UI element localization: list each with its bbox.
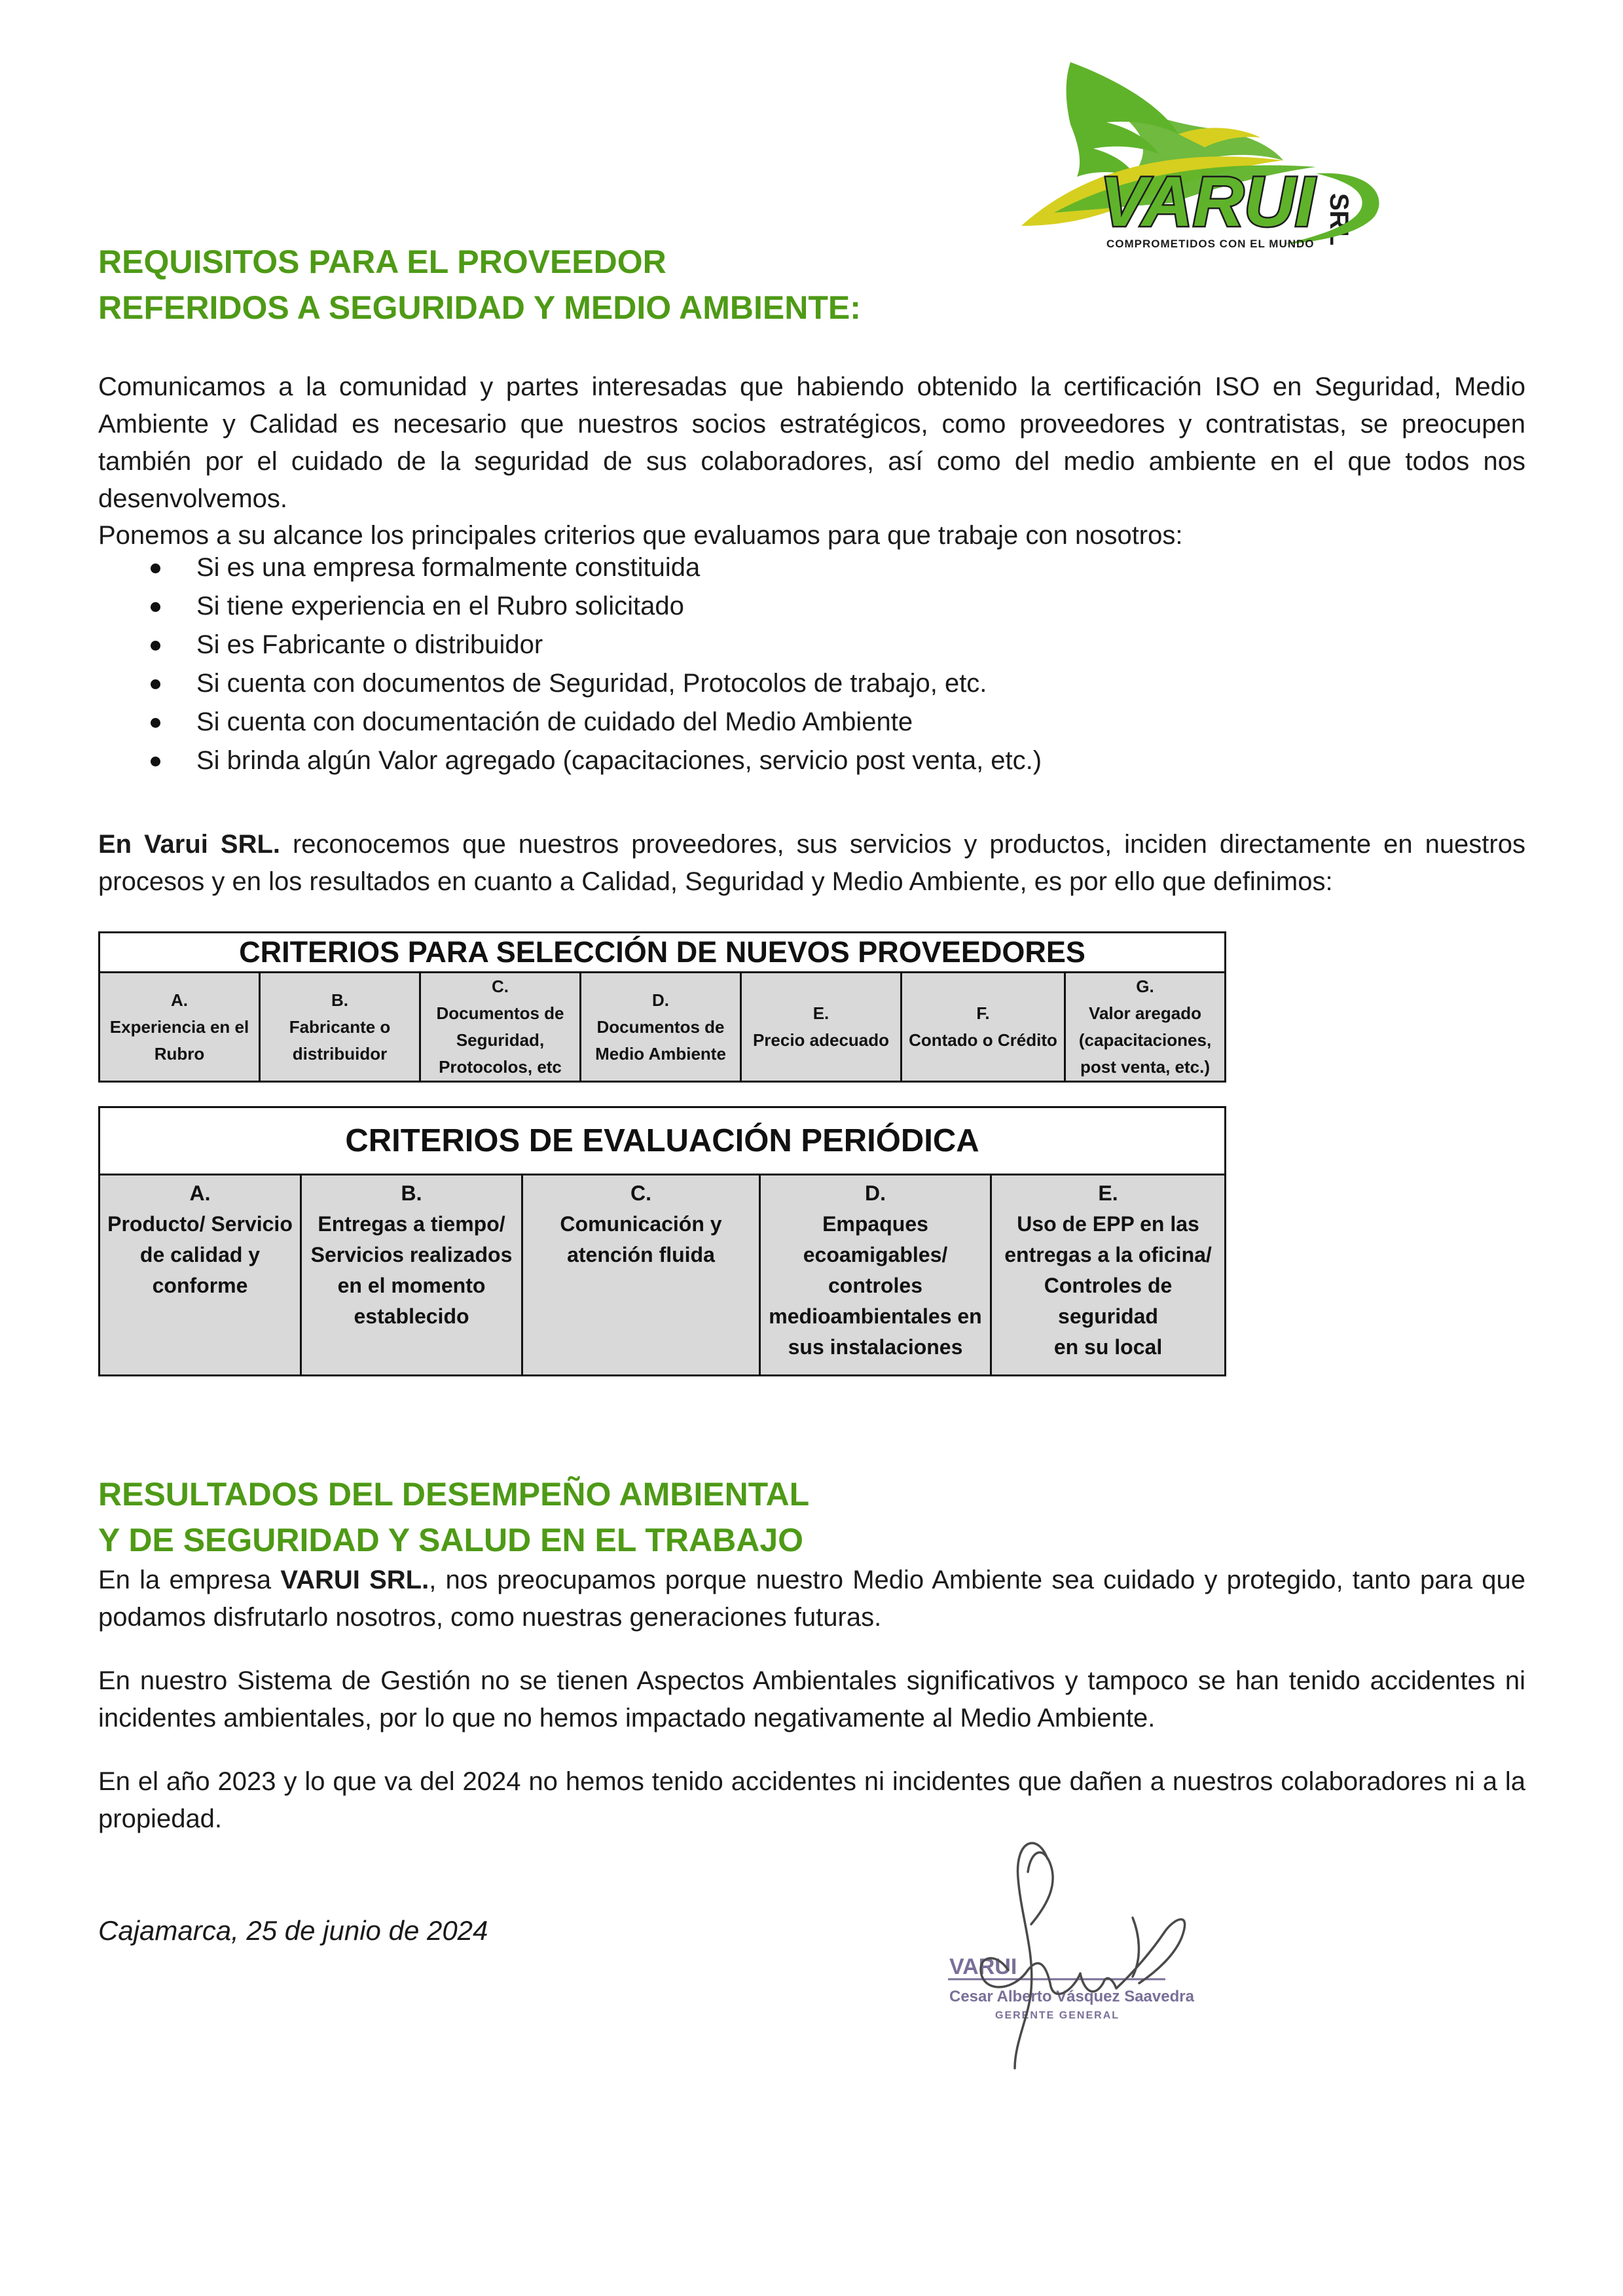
intro-paragraph: Comunicamos a la comunidad y partes interesadas que habiendo obtenido la certificación ISO en Seguridad, Medio Ambiente y Calidad es necesario que nuestros socios estratégicos, como proveedores y contratistas, se preocupen también por el cuidado de la seguridad de sus colaboradores, así como del medio ambiente en el que todos nos desenvolvemos.: [98, 372, 1525, 513]
list-item: Si cuenta con documentación de cuidado del Medio Ambiente: [98, 703, 1525, 742]
text-run: , nos preocupamos porque nuestro Medio Ambiente sea cuidado y protegido, tanto para que podamos disfrutarlo nosotros, como nuestras generaciones futuras.: [98, 1566, 1525, 1632]
cell-line: B.: [401, 1181, 422, 1205]
evaluation-cell-e: [991, 1175, 1226, 1376]
selection-criteria-table: [98, 931, 1226, 1083]
cell-line: F.: [976, 1003, 990, 1023]
cell-line: G.: [1136, 977, 1154, 996]
date-line: Cajamarca, 25 de junio de 2024: [98, 1915, 488, 1946]
cell-line: C.: [630, 1181, 651, 1205]
logo-suffix: SRL: [1324, 193, 1353, 245]
cell-line: Producto/ Servicio: [107, 1212, 293, 1236]
cell-line: Valor aregado: [1089, 1003, 1201, 1023]
table-row: [100, 973, 1226, 1082]
criterion-cell-b: [260, 973, 420, 1082]
evaluation-criteria-table: [98, 1106, 1226, 1376]
cell-line: Rubro: [154, 1043, 205, 1064]
results-paragraph-2: En nuestro Sistema de Gestión no se tienen Aspectos Ambientales significativos y tampoco se han tenido accidentes ni incidentes ambientales, por lo que no hemos impactado negativamente al Medio Ambiente.: [98, 1666, 1525, 1732]
stamp-name: Cesar Alberto Vásquez Saavedra: [949, 1988, 1194, 2005]
cell-line: A.: [189, 1181, 211, 1205]
heading-line: Y DE SEGURIDAD Y SALUD EN EL TRABAJO: [98, 1522, 804, 1558]
closing-text: reconocemos que nuestros proveedores, sus servicios y productos, inciden directamente en nuestros procesos y en los resultados en cuanto a Calidad, Seguridad y Medio Ambiente, es por ello que definimos:: [98, 830, 1525, 896]
company-name: VARUI SRL.: [280, 1566, 429, 1594]
cell-line: conforme: [152, 1274, 248, 1297]
logo-wordmark: VARUI: [1100, 162, 1315, 241]
criterion-cell-a: [100, 973, 260, 1082]
cell-line: Protocolos, etc: [439, 1057, 562, 1077]
cell-line: Uso de EPP en las: [1017, 1212, 1199, 1236]
stamp-role: GERENTE GENERAL: [995, 2010, 1120, 2021]
closing-paragraph: [98, 826, 1525, 901]
list-item: Si tiene experiencia en el Rubro solicitado: [98, 587, 1525, 626]
cell-line: Documentos de: [596, 1016, 725, 1037]
list-item: Si es Fabricante o distribuidor: [98, 626, 1525, 664]
cell-line: D.: [652, 990, 669, 1010]
criterion-cell-g: [1065, 973, 1226, 1082]
evaluation-cell-c: [522, 1175, 760, 1376]
cell-line: en el momento: [337, 1274, 486, 1297]
cell-line: Contado o Crédito: [909, 1030, 1057, 1050]
cell-line: Empaques: [822, 1212, 928, 1236]
cell-line: Medio Ambiente: [595, 1043, 726, 1064]
criterion-cell-e: [741, 973, 902, 1082]
list-item: Si cuenta con documentos de Seguridad, Protocolos de trabajo, etc.: [98, 664, 1525, 703]
list-item: Si es una empresa formalmente constituida: [98, 548, 1525, 587]
company-name: En Varui SRL.: [98, 830, 281, 859]
cell-line: atención fluida: [567, 1243, 715, 1266]
signature-icon: [917, 1820, 1283, 2127]
heading-line: RESULTADOS DEL DESEMPEÑO AMBIENTAL: [98, 1476, 810, 1513]
cell-line: E.: [1098, 1181, 1118, 1205]
evaluation-cell-b: [301, 1175, 522, 1376]
lead-paragraph: Ponemos a su alcance los principales criterios que evaluamos para que trabaje con nosotros:: [98, 521, 1183, 550]
text-run: En la empresa: [98, 1566, 281, 1594]
cell-line: ecoamigables/: [803, 1243, 948, 1266]
cell-line: establecido: [354, 1304, 469, 1328]
cell-line: Fabricante o: [289, 1016, 391, 1037]
cell-line: post venta, etc.): [1080, 1057, 1210, 1077]
cell-line: Controles de seguridad: [1044, 1274, 1173, 1328]
section-heading-resultados: [98, 1471, 809, 1563]
cell-line: Documentos de: [436, 1003, 564, 1023]
cell-line: D.: [865, 1181, 886, 1205]
stamp-company: VARUI: [949, 1954, 1017, 1979]
cell-line: Entregas a tiempo/: [318, 1212, 505, 1236]
cell-line: medioambientales en: [769, 1304, 982, 1328]
criteria-bullet-list: [98, 548, 1525, 780]
cell-line: sus instalaciones: [788, 1335, 963, 1359]
cell-line: Precio adecuado: [752, 1030, 890, 1050]
heading-line: REFERIDOS A SEGURIDAD Y MEDIO AMBIENTE:: [98, 289, 861, 326]
cell-line: Experiencia en el: [109, 1016, 249, 1037]
table-row: [100, 1175, 1226, 1376]
table-title: CRITERIOS PARA SELECCIÓN DE NUEVOS PROVEEDORES: [100, 933, 1226, 973]
table-title: CRITERIOS DE EVALUACIÓN PERIÓDICA: [100, 1107, 1226, 1175]
results-paragraph-3: En el año 2023 y lo que va del 2024 no hemos tenido accidentes ni incidentes que dañen a nuestros colaboradores ni a la propiedad.: [98, 1767, 1525, 1833]
results-paragraph-1: [98, 1562, 1525, 1636]
cell-line: B.: [331, 990, 348, 1010]
cell-line: distribuidor: [292, 1043, 388, 1064]
cell-line: entregas a la oficina/: [1004, 1243, 1212, 1266]
list-item: Si brinda algún Valor agregado (capacitaciones, servicio post venta, etc.): [98, 742, 1525, 780]
cell-line: E.: [812, 1003, 830, 1023]
cell-line: Servicios realizados: [310, 1243, 513, 1266]
cell-line: de calidad y: [139, 1243, 261, 1266]
cell-line: (capacitaciones,: [1078, 1030, 1212, 1050]
criterion-cell-d: [581, 973, 741, 1082]
heading-line: REQUISITOS PARA EL PROVEEDOR: [98, 243, 666, 280]
evaluation-cell-d: [760, 1175, 991, 1376]
cell-line: en su local: [1053, 1335, 1163, 1359]
varui-logo: [1008, 62, 1414, 259]
logo-tagline: COMPROMETIDOS CON EL MUNDO: [1106, 238, 1315, 250]
section-heading-requisitos: [98, 239, 861, 331]
eagle-logo-icon: [1008, 62, 1414, 259]
signature-block: [917, 1820, 1283, 2127]
criterion-cell-c: [420, 973, 581, 1082]
cell-line: controles: [828, 1274, 923, 1297]
cell-line: Comunicación y: [560, 1212, 722, 1236]
criterion-cell-f: [902, 973, 1065, 1082]
cell-line: A.: [171, 990, 188, 1010]
evaluation-cell-a: [100, 1175, 301, 1376]
cell-line: C.: [492, 977, 509, 996]
cell-line: Seguridad,: [456, 1030, 545, 1050]
